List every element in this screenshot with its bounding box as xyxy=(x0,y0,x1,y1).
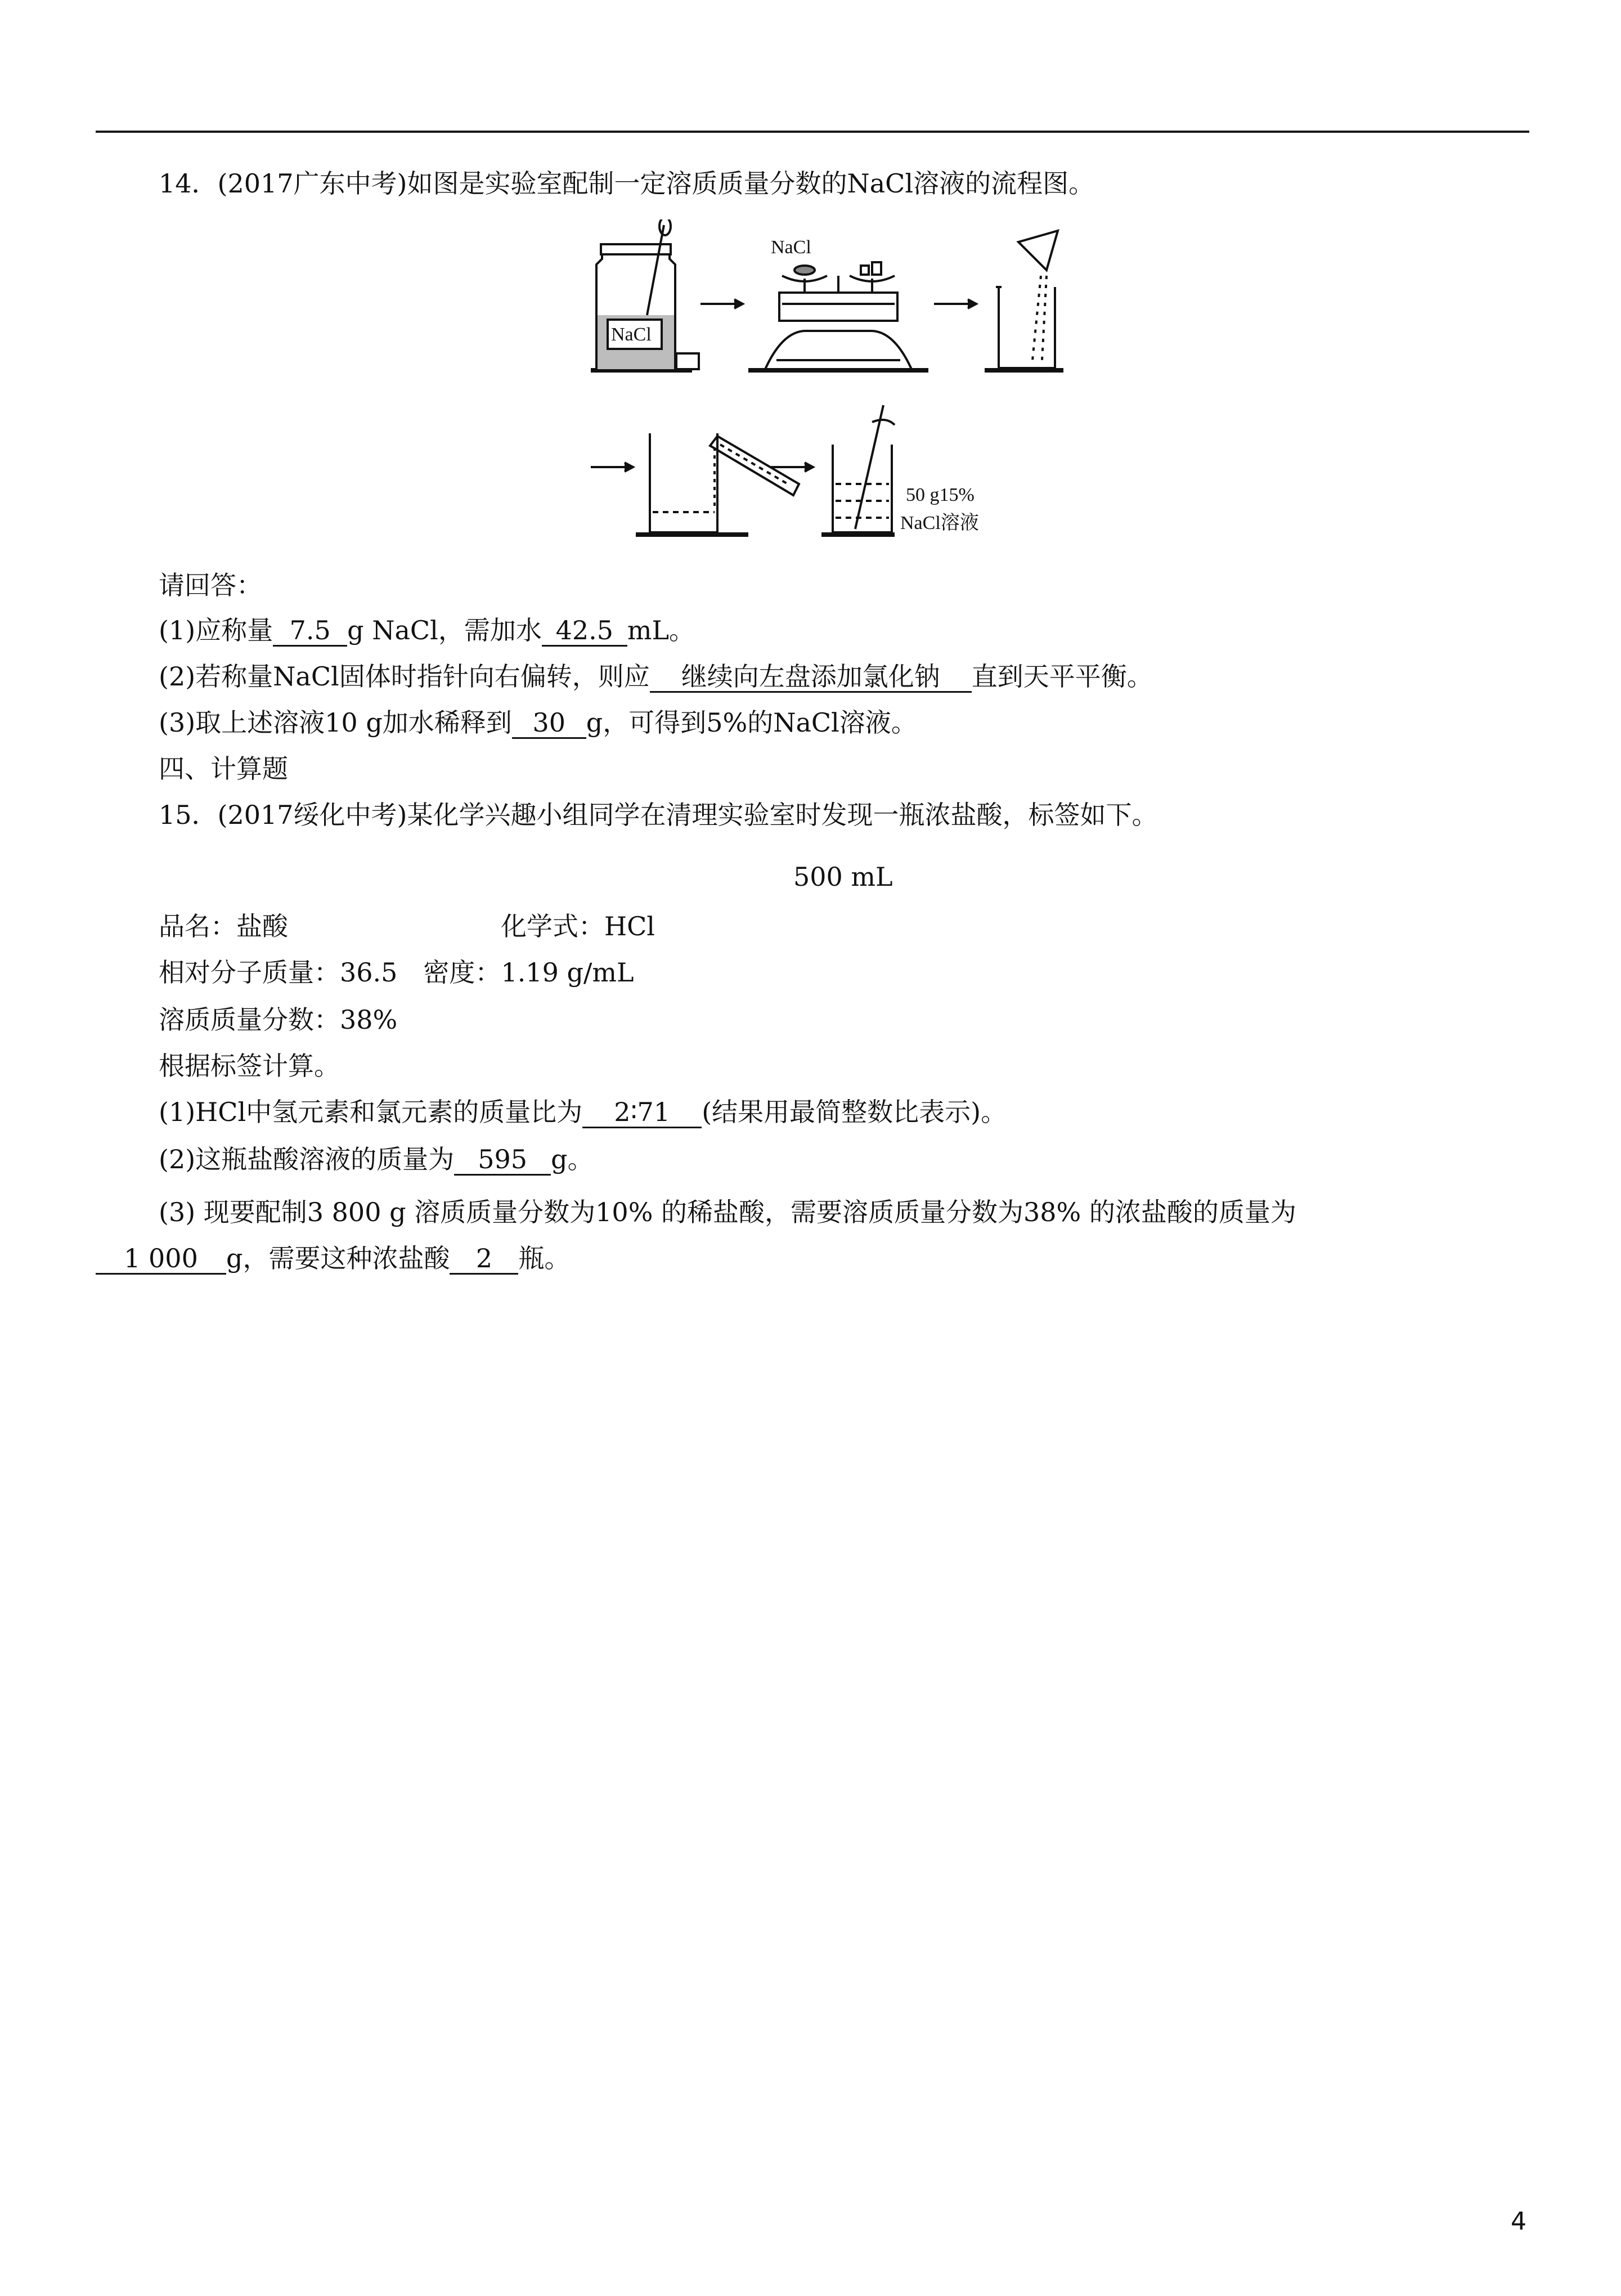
question-15-stem: 15．(2017绥化中考)某化学兴趣小组同学在清理实验室时发现一瓶浓盐酸，标签如下。 xyxy=(159,800,1158,830)
answer-blank: 30 xyxy=(512,708,586,739)
question-14-part-3: (3)取上述溶液10 g加水稀释到 30 g，可得到5%的NaCl溶液。 xyxy=(159,707,917,738)
header-rule xyxy=(96,131,1529,133)
question-15-part-2: (2)这瓶盐酸溶液的质量为 595 g。 xyxy=(159,1144,594,1174)
beaker-icon xyxy=(985,231,1063,370)
label-name: 品名：盐酸 xyxy=(159,911,288,941)
question-15-part-3-cont: 1 000 g，需要这种浓盐酸 2 瓶。 xyxy=(96,1241,570,1275)
nacl-solution-flowchart xyxy=(580,219,1120,563)
reagent-bottle-icon xyxy=(591,219,699,370)
question-14-part-1: (1)应称量 7.5 g NaCl，需加水 42.5 mL。 xyxy=(159,615,695,645)
balance-label: NaCl xyxy=(771,237,811,258)
answer-blank: 595 xyxy=(454,1145,551,1176)
question-15-part-3: (3) 现要配制3 800 g 溶质质量分数为10% 的稀盐酸，需要溶质质量分数为38% 的浓盐酸的质量为 xyxy=(159,1197,1296,1227)
question-14-part-2: (2)若称量NaCl固体时指针向右偏转，则应 继续向左盘添加氯化钠 直到天平平衡。 xyxy=(159,661,1153,692)
final-solution-label-1: 50 g15% xyxy=(906,485,975,505)
answer-blank: 42.5 xyxy=(542,616,627,647)
answer-blank: 7.5 xyxy=(273,616,347,647)
page-number: 4 xyxy=(1511,2207,1526,2236)
label-formula: 化学式：HCl xyxy=(501,911,655,941)
final-solution-label-2: NaCl溶液 xyxy=(900,513,979,533)
answer-blank: 1 000 xyxy=(96,1244,226,1275)
answer-blank: 2∶71 xyxy=(582,1097,702,1128)
label-volume: 500 mL xyxy=(793,862,893,892)
pouring-cylinder-icon xyxy=(636,433,799,535)
section-heading: 四、计算题 xyxy=(159,754,288,784)
question-15-instruction: 根据标签计算。 xyxy=(159,1051,340,1081)
answer-blank: 2 xyxy=(450,1244,518,1275)
question-14-prompt: 请回答： xyxy=(159,570,262,600)
balance-icon xyxy=(748,262,928,370)
question-14-stem: 14．(2017广东中考)如图是实验室配制一定溶质质量分数的NaCl溶液的流程图。 xyxy=(159,168,1095,199)
label-mass-density: 相对分子质量：36.5 密度：1.19 g/mL xyxy=(159,957,634,988)
bottle-label: NaCl xyxy=(611,324,652,345)
answer-blank: 继续向左盘添加氯化钠 xyxy=(650,662,972,693)
stirring-beaker-icon xyxy=(821,405,895,535)
label-fraction: 溶质质量分数：38% xyxy=(159,1004,398,1035)
question-15-part-1: (1)HCl中氢元素和氯元素的质量比为 2∶71 (结果用最简整数比表示)。 xyxy=(159,1097,1007,1127)
